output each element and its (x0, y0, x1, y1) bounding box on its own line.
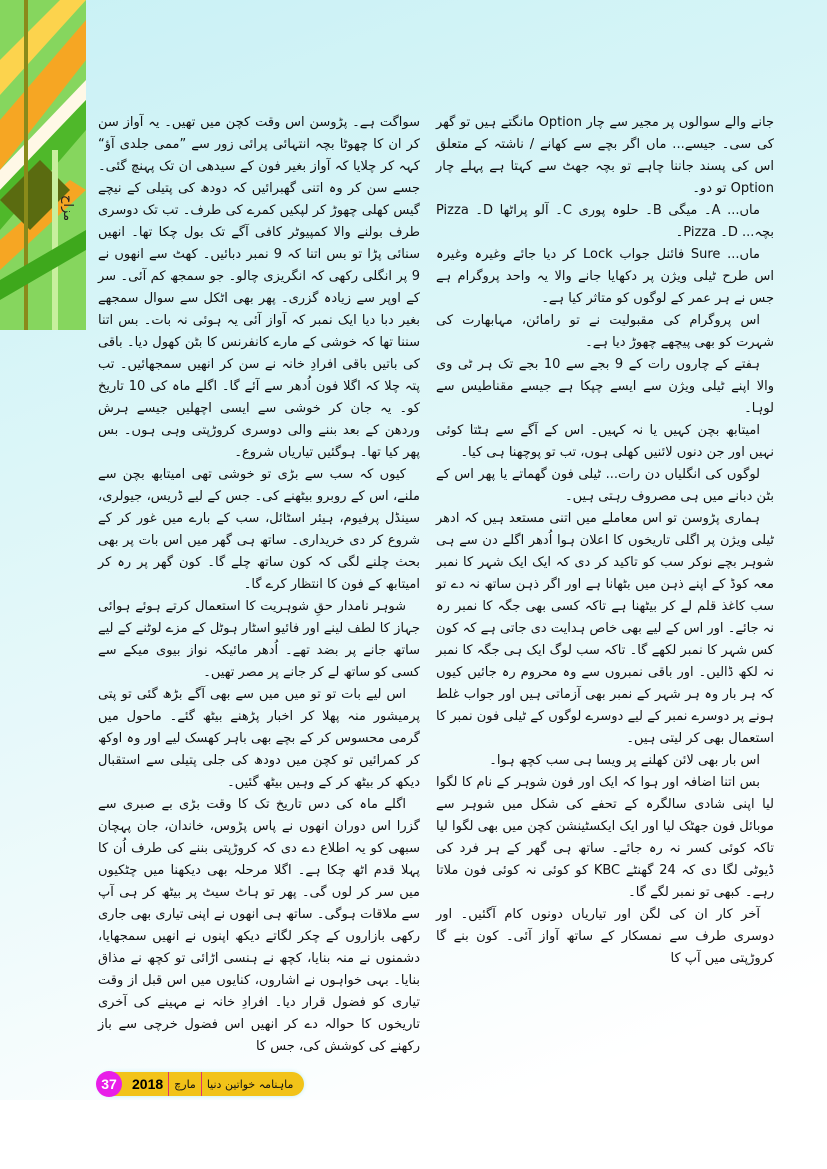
divider (201, 1072, 202, 1096)
paragraph: شوہر نامدار حقِ شوہریت کا استعمال کرتے ہوئے ہوائی جہاز کا لطف لینے اور فائیو اسٹار ہوٹل کے مزے لوٹنے کے لیے ساتھ جانے پر بضد تھے۔ اُدھر مائیکہ نواز بیوی میکے سے کسی کو ساتھ لے کر جانے پر مصر تھیں۔ (98, 599, 420, 680)
footer-month: مارچ (174, 1077, 196, 1091)
paragraph: ہفتے کے چاروں رات کے 9 بجے سے 10 بجے تک ہر ٹی وی والا اپنے ٹیلی ویژن سے ایسے چپکا ہے جیسے مقناطیس سے لوہا۔ (436, 357, 774, 416)
page-footer (98, 1072, 304, 1096)
paragraph: اگلے ماہ کی دس تاریخ تک کا وقت بڑی بے صبری سے گزرا اس دوران انھوں نے پاس پڑوس، خاندان، جان پہچان سبھی کو یہ اطلاع دے دی کہ کروڑپتی بننے کی طرف اُن کا پہلا قدم اٹھ چکا ہے۔ اگلا مرحلہ بھی دیکھنا میں چٹکیوں میں سر کر لوں گی۔ پھر تو ہاٹ سیٹ پر بیٹھ کر ہی آپ سے ملاقات ہوگی۔ ساتھ ہی انھوں نے اپنی تیاری بھی جاری رکھی بازاروں کے چکر لگاتے دیکھ اپنوں نے انھیں سمجھایا، دشمنوں نے منہ بنایا، کچھ نے ہنسی اڑائی تو کچھ نے مذاق بنایا۔ بہی خواہوں نے اشاروں، کنایوں میں اس قبل از وقت تیاری کو فضول قرار دیا۔ افرادِ خانہ نے مہینے کی آخری تاریخوں کا حوالہ دے کر انھیں اس فضول خرچی سے باز رکھنے کی کوشش کی، جس کا (98, 797, 420, 1054)
left-column (98, 112, 420, 1058)
divider (168, 1072, 169, 1096)
paragraph: اس لیے بات تو تو میں میں سے بھی آگے بڑھ گئی تو پتی پرمیشور منہ پھلا کر اخبار پڑھنے بیٹھ گئے۔ ماحول میں گرمی محسوس کر کے بچے بھی باہر کھسک لیے اور وہ اوکھ کر کمرائیں تو کچن میں دودھ کی جلی پتیلی سے استقبال دیکھ کر بیٹھ کر کے وہیں بیٹھ گئیں۔ (98, 687, 420, 790)
right-column (436, 112, 774, 970)
magazine-name: ماہنامہ خواتین دنیا (206, 1077, 294, 1091)
paragraph: ماں... Sure فائنل جواب Lock کر دیا جائے وغیرہ وغیرہ اس طرح ٹیلی ویژن پر دکھایا جانے والا یہ واحد پروگرام ہے جس نے ہر عمر کے لوگوں کو متاثر کیا ہے۔ (436, 247, 774, 306)
page-number-badge: 37 (96, 1071, 122, 1097)
section-label: مزاح (60, 195, 75, 222)
footer-year: 2018 (132, 1076, 164, 1092)
article-body (98, 0, 774, 1096)
paragraph: لوگوں کی انگلیاں دن رات... ٹیلی فون گھماتے یا پھر اس کے بٹن دبانے میں ہی مصروف رہتی ہیں۔ (436, 467, 774, 504)
paragraph: اس بار بھی لائن کھلنے پر ویسا ہی سب کچھ ہوا۔ (489, 753, 760, 768)
columns (98, 112, 774, 1058)
paragraph: جانے والے سوالوں پر مجیر سے چار Option مانگتے ہیں تو گھر کی سی۔ جیسے... ماں اگر بچے سے کھانے / ناشتہ کے متعلق اس کی پسند جاننا چاہے تو بچہ جھٹ سے کہتا ہے پہلے چار Option تو دو۔ (436, 115, 774, 196)
paragraph: آخر کار ان کی لگن اور تیاریاں دونوں کام آگئیں۔ اور دوسری طرف سے نمسکار کے ساتھ آواز آئی۔ کون بنے گا کروڑپتی میں آپ کا (436, 907, 774, 966)
paragraph: ماں... A۔ میگی B۔ حلوہ پوری C۔ آلو پراٹھا D۔ Pizza بچہ... D۔ Pizza۔ (436, 203, 774, 240)
decorative-pattern (0, 0, 86, 330)
paragraph: امیتابھ بچن کہیں یا نہ کہیں۔ اس کے آگے سے ہٹتا کوئی نہیں اور جن دنوں لائنیں کھلی ہوں، تب تو پوچھنا ہی کیا۔ (436, 423, 774, 460)
paragraph: کیوں کہ سب سے بڑی تو خوشی تھی امیتابھ بچن سے ملنے، اس کے روبرو بیٹھنے کی۔ جس کے لیے ڈریس، جیولری، سینڈل پرفیوم، ہیئر اسٹائل، سب کے بارے میں غور کر کے شروع کر دی خریداری۔ ساتھ ہی گھر میں اس بات پر بھی بحث چلنے لگی کہ کون ساتھ چلے گا۔ کون گھر پر رہ کر امیتابھ کے فون کا انتظار کرے گا۔ (98, 467, 420, 592)
paragraph: ہماری پڑوسن تو اس معاملے میں اتنی مستعد ہیں کہ ادھر ٹیلی ویژن پر اگلی تاریخوں کا اعلان ہوا اُدھر اگلے دن سے ہی شوہر بچے نوکر سب کو تاکید کر دی کہ ایک ایک شہر کا نمبر معہ کوڈ کے اپنے ذہن میں بٹھانا ہے اور اگر ذہن ساتھ نہ دے تو سب کاغذ قلم لے کر بیٹھنا ہے تاکہ کسی بھی جگہ کا نمبر رہ نہ جائے۔ اور اس کے لیے بھی خاص ہدایت دی جاتی ہے کہ کون کس شہر کا نمبر لکھے گا۔ تاکہ سب لوگ ایک ہی جگہ کا نمبر نہ لکھ ڈالیں۔ اور باقی نمبروں سے وہ محروم رہ جائیں کیوں کہ ہر بار وہ ہر شہر کے نمبر بھی آزماتی ہیں اور جواب غلط ہونے پر دوسرے نمبر کے لیے دوسرے لوگوں کے ٹیلی فون نمبر کا استعمال بھی کر لیتی ہیں۔ (436, 511, 774, 746)
paragraph: بس اتنا اضافہ اور ہوا کہ ایک اور فون شوہر کے نام کا لگوا لیا اپنی شادی سالگرہ کے تحفے کی شکل میں شوہر سے موبائل فون جھٹک لیا اور ایک ایکسٹینشن کچن میں بھی لگوا لیا تاکہ کوئی کسر نہ رہ جائے۔ ساتھ ہی گھر کے ہر فرد کی ڈیوٹی لگا دی کہ 24 گھنٹے KBC کو کوئی نہ کوئی فون ملاتا رہے۔ کبھی تو نمبر لگے گا۔ (436, 775, 774, 900)
paragraph: سواگت ہے۔ پڑوسن اس وقت کچن میں تھیں۔ یہ آواز سن کر ان کا چھوٹا بچہ انتہائی پرائی زور سے ”ممی جلدی آؤ“ کہہ کر چلایا کہ آواز بغیر فون کے سیدھی ان تک پہنچ گئی۔ جسے سن کر وہ اتنی گھبرائیں کہ دودھ کی پتیلی کے نیچے گیس کھلی چھوڑ کر لپکیں کمرے کی طرف۔ تب تک دوسری طرف بولنے والا کمپیوٹر کافی آگے تک بول چکا تھا۔ انھیں سنائی پڑا تو بس اتنا کہ 9 نمبر دبائیں۔ کھٹ سے انھوں نے 9 پر انگلی رکھی کہ انگریزی چالو۔ جو سمجھ کم آئی۔ سر کے اوپر سے زیادہ گزری۔ پھر بھی اٹکل سے سوال سمجھے بغیر دبا دیا ایک نمبر کہ آواز آئی یہ ہوئی نہ بات۔ بس اتنا سننا تھا کہ خوشی کے مارے کانفرنس کا بٹن کھول دیا۔ باقی کی باتیں باقی افرادِ خانہ نے سن کر انھیں سمجھائیں۔ تب پتہ چلا کہ اگلا فون اُدھر سے آئے گا۔ اگلے ماہ کی 10 تاریخ کو۔ یہ جان کر خوشی سے ایسی اچھلیں جیسے ہرش وردھن کے بعد بننے والی دوسری کروڑپتی وہی ہوں۔ بس پھر کیا تھا۔ ہوگئیں تیاریاں شروع۔ (98, 115, 420, 460)
paragraph: اس پروگرام کی مقبولیت نے تو رامائن، مہابھارت کی شہرت کو بھی پیچھے چھوڑ دیا ہے۔ (436, 313, 774, 350)
